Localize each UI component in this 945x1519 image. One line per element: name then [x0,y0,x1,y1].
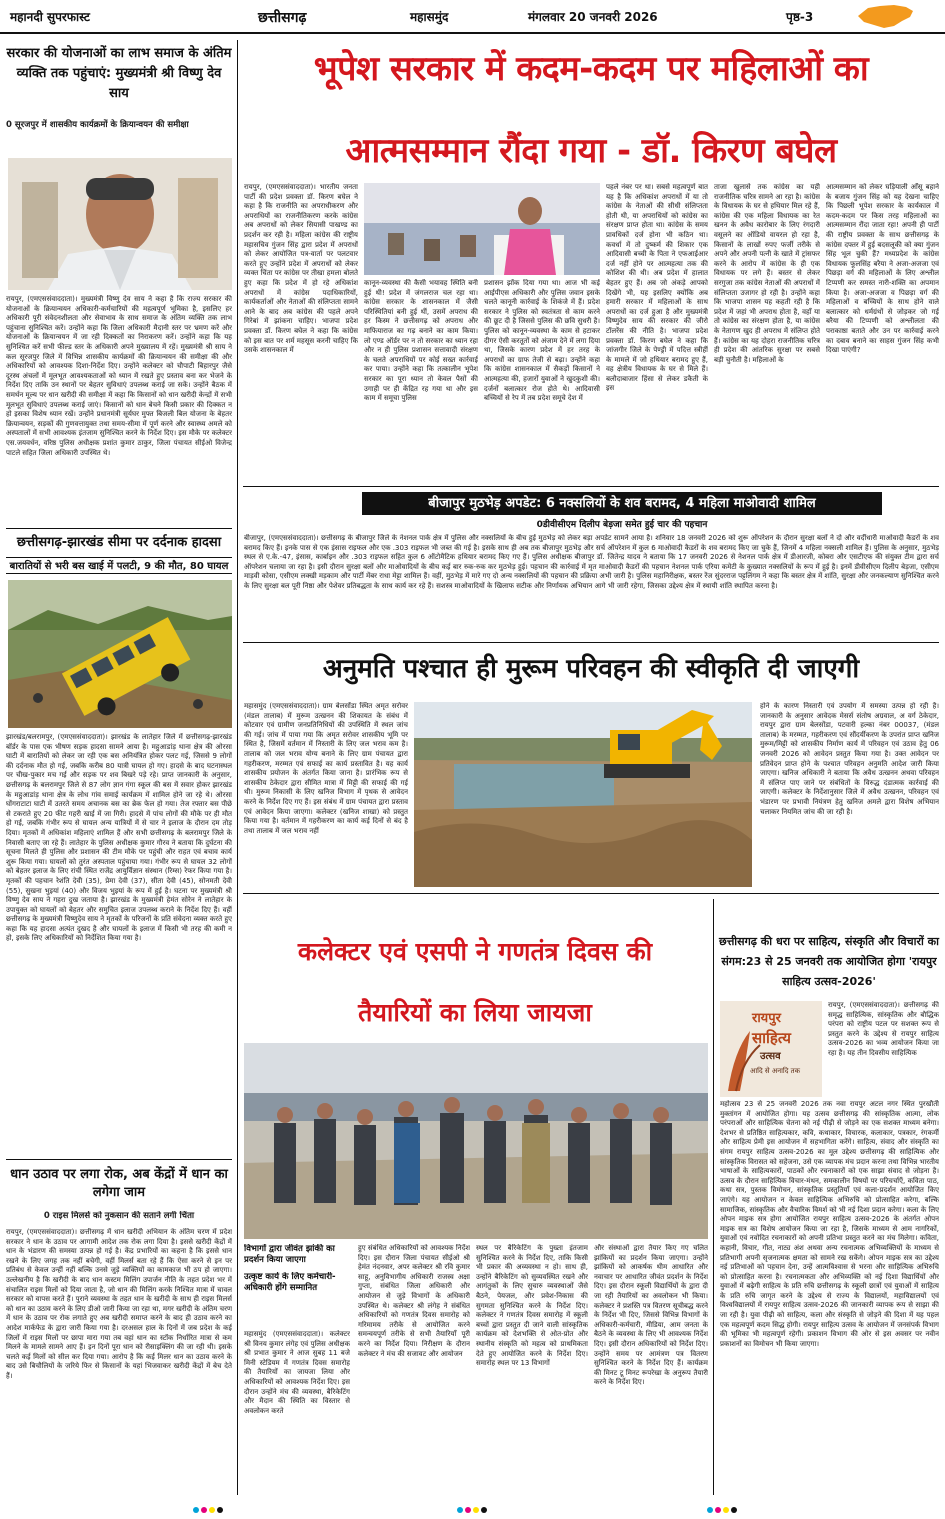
lead-column-5: ताजा खुलासे तक कांग्रेस का यही राजनीतिक चरित्र सामने आ रहा है। कांग्रेस के विधायक के घर से हथियार मिल रहे हैं, कांग्रेस की एक महिला विधायक का रेत खनन के अवैध कारोबार के लिए रंगदारी वसूलने का ऑडियो वायरल हो रहा है, किसानों के लाखों रुपए फर्जी तरीके से अपने और अपनी पत्नी के खाते में ट्रांसफर करने के आरोप में कांग्रेस के ही एक विधायक पर लगे हैं। बस्तर से लेकर सरगुजा तक कांग्रेस नेताओं की अपराधों में संलिप्तता उजागर हो रही है। उन्होंने कहा कि भाजपा शासन यह कहती रही है कि प्रदेश में जहां भी अपराध होता है, वहाँ या तो कांग्रेस का संरक्षण होता है, या कांग्रेस के नेतागण खुद ही अपराध में संलिप्त होते हैं। कांग्रेस का यह दोहरा राजनीतिक चरित्र ही प्रदेश की आंतरिक सुरक्षा पर सबसे बड़ी चुनौती है। महिलाओं के [714,183,820,364]
lead-column-4: पहले नंबर पर था। सबसे महत्वपूर्ण बात यह है कि अधिकांश अपराधों में या तो कांग्रेस के नेताओं की सीधी संलिप्तता होती थी, या अपराधियों को कांग्रेस का संरक्षण प्राप्त होता था। कांग्रेस के समय प्रावधिकों दर्ज होना भी कठिन था। कवर्धा में तो दुष्कर्म की शिकार एक आदिवासी बच्ची के पिता ने एफआईआर दर्ज नहीं होने पर आत्महत्या तक की कोशिश की थी। अब प्रदेश में हालात बेहतर हुए हैं। अब जो अंकड़े आपको दिखेंगे भी, यह इसलिए क्योंकि अब हमारी सरकार में महिलाओं के साथ अपराधों का दर्ज हुआ है और मुख्यमंत्री विष्णुदेव साय की सरकार की जीरो टॉलरेंस की नीति है। भाजपा प्रदेश प्रवक्ता डॉ. किरण बघेल ने कहा कि जांजगीर जिले के पेण्ड्री में पदित्त स्त्रीहीं के मामले में जो हथियार बरामद हुए हैं, वह क्षेत्रीय विधायक के घर से मिले हैं। बलौदाबाजार हिंसा से लेकर डकैती के इस [606,183,708,393]
lead-column-2: कानून-व्यवस्था की कैसी भयावह स्थिति बनी हुई थी! प्रदेश में जंगलराज चल रहा था। कांग्रेस सरकार के शासनकाल में जैसी परिस्थितियां बनी हुई थीं, उसमें अपराध की हर किस्म ने छत्तीसगढ़ को अपराध और माफियाराज का गढ़ बनाने का काम किया। लो एण्ड ऑर्डर पर न तो सरकार का ध्यान रहा और न ही पुलिस प्रशासन सत्तावादी संरक्षण के चलते अपराधियों पर कोई सख्त कार्रवाई कर पाया। उन्होंने कहा कि तत्कालीन भूपेश सरकार का पूरा ध्यान तो केवल पैसों की उगाही पर ही केंद्रित रह गया था और इस काम में समूचा पुलिस [364,279,478,403]
paper-name: महानदी सुपरफास्ट [10,10,90,24]
cm-story-headline: सरकार की योजनाओं का लाभ समाज के अंतिम व्यक्ति तक पहुंचाएं: मुख्यमंत्री श्री विष्णु देव साय [6,46,232,101]
paddy-story-body: रायपुर, (एमएससंवाददाता)। छत्तीसगढ़ में धान खरीदी अभियान के अंतिम चरण में प्रदेश सरकार ने धान के उठाव पर आगामी आदेश तक रोक लगा दिया है। इससे खरीदी केंद्रों में धान के भंडारण की समस्या उत्पन्न हो गई है। केंद्र प्रभारियों का कहना है कि इससे धान रखने के लिए जगह तक नहीं बचेगी, वहीं मिलर्स बता रहे हैं कि ऐसा करने से इन पर प्रतिबंध से केवल उन्हीं नहीं बल्कि उनसे जुड़े व्यक्तियों का कामकाज भी ठप हो जाएगा। उल्लेखनीय है कि खरीदी के बाद धान कस्टम मिलिंग उपार्जन नीति के तहत प्रदेश भर में संचालित राइस मिलों को दिया जाता है, जो धान की मिलिंग करके निश्चित मात्रा में चावल सरकार को वापस करते हैं। पुराने व्यवस्था के तहत धान के खरीदी के साथ ही राइस मिलर्स को धान का उठाव करने के लिए डीओ जारी किया जा रहा था, मगर खरीदी के अंतिम चरण में धान के उठाव पर रोक लगाते हुए अब खरीदी समाप्त करने के बाद ही उठाव करने का आदेश मार्कफेड के द्वारा जारी किया गया है। दरअसल हाल के दिनों में जब प्रदेश के कई जिलों में राइस मिलों पर छापा मारा गया तब वहां धान का स्टॉक निर्धारित मात्रा से कम मिलने के मामले सामने आए हैं। इन दिनों पूरा धान को रीसाइक्लिंग की जा रही थी। इसके चलते कई मिलों को सील कर दिया गया। आरोप है कि कई मिलर धान का उठाव करने के बाद उसे बिचौलियों के जरिये फिर से किसानों के यहां भिजवाकर खरीदी केंद्रों में बेच देते हैं। [6,1228,232,1380]
sahitya-body: महोत्सव 23 से 25 जनवरी 2026 तक नवा रायपुर अटल नगर स्थित पुरखौती मुक्तांगन में आयोजित होगा। यह उत्सव छत्तीसगढ़ की सांस्कृतिक आत्मा, लोक परंपराओं और साहित्यिक चेतना को नई पीढ़ी से जोड़ने का एक सशक्त माध्यम बनेगा। देशभर से प्रतिष्ठित साहित्यकार, कवि, कथाकार, विचारक, कलाकार, पत्रकार, रंगकर्मी और साहित्य प्रेमी इस आयोजन में सहभागिता करेंगे। साहित्य, संवाद और संस्कृति का संगम रायपुर साहित्य उत्सव-2026 का मूल उद्देश्य छत्तीसगढ़ की साहित्यिक और सांस्कृतिक विरासत को सहेजना, उसे एक व्यापक मंच प्रदान करना तथा विभिन्न भारतीय भाषाओं के साहित्यकारों, पाठकों और रचनाकारों को एक साझा संवाद से जोड़ना है। उत्सव के दौरान साहित्यिक विचार-मंथन, समकालीन विषयों पर परिचर्चाएँ, कविता पाठ, कथा सत्र, पुस्तक विमोचन, सांस्कृतिक प्रस्तुतियाँ एवं कला-प्रदर्शन आयोजित किए जाएंगे। यह आयोजन न केवल साहित्यिक अभिरुचि को प्रोत्साहित करेगा, बल्कि सामाजिक, सांस्कृतिक और वैचारिक विमर्श को भी नई दिशा प्रदान करेगा। कला के लिए ओपन माइक सत्र होगा आयोजित रायपुर साहित्य उत्सव-2026 के अंतर्गत ओपन माइक सत्र का विशेष आयोजन किया जा रहा है, जिसके माध्यम से आम नागरिकों, युवाओं एवं नवोदित रचनाकारों को अपनी प्रतिभा प्रस्तुत करने का मंच मिलेगा। कविता, कहानी, विचार, गीत, नाट्य अंश अथवा अन्य रचनात्मक अभिव्यक्तियों के माध्यम से प्रतिभागी अपनी सृजनात्मक क्षमता को सामने रख सकेंगे। ओपन माइक सत्र का उद्देश्य नई प्रतिभाओं को पहचान देना, उन्हें आत्मविश्वास से भरना और साहित्यिक अभिरुचि को प्रोत्साहित करना है। रचनात्मकता और अभिव्यक्ति को नई दिशा विद्यार्थियों और युवाओं में बढ़ेगी साहित्य के प्रति रुचि छत्तीसगढ़ के स्कूली छात्रों एवं युवाओं में साहित्य के प्रति रुचि जागृत करने के उद्देश्य से राज्य के विद्यालयों, महाविद्यालयों एवं विश्वविद्यालयों में रायपुर साहित्य उत्सव-2026 की जानकारी व्यापक रूप से साझा की जा रही है। युवा पीढ़ी को साहित्य, कला और संस्कृति से जोड़ने की दिशा में यह पहल एक महत्वपूर्ण कदम सिद्ध होगी। रायपुर साहित्य उत्सव के आयोजन में जनसंपर्क विभाग की भूमिका भी महत्वपूर्ण रहेगी। प्रकाशन विभाग की ओर से इस अवसर पर नवीन प्रकाशनों का विमोचन भी किया जाएगा। [720,1100,939,1348]
republic-column-2: हुए संबंधित अधिकारियों को आवश्यक निर्देश दिए। इस दौरान जिला पंचायत सीईओ श्री हेमंत नंदनवार, अपर कलेक्टर श्री रवि कुमार साहू, अनुविभागीय अधिकारी राजस्व अक्षा गुप्ता, संबंधित जिला अधिकारी और आयोजन से जुड़े विभागों के अधिकारी उपस्थित थे। कलेक्टर श्री लंगेह ने संबंधित अधिकारियों को गणतंत्र दिवस समारोह को गरिमामय तरीके से आयोजित करने समन्वयपूर्ण तरीके से सभी तैयारियाँ पूरी करने का निर्देश दिया। निरीक्षण के दौरान कलेक्टर ने मंच की सजावट और आयोजन [358,1244,470,1358]
murum-column-2: होने के कारण निस्तारी एवं उपयोग में समस्या उत्पन्न हो रही है। जानकारी के अनुसार आवेदक मेसर्स संतोष अग्रवाल, अ वर्ग ठेकेदार, रायपुर द्वारा ग्राम बेलसोंडा, पटवारी हल्का नंबर 00037, (मंडल तालाब) के मरम्मत, गहरीकरण एवं सौंदर्यीकरण के उपरांत प्राप्त खनिज मुरूम/मिट्टी को शासकीय निर्माण कार्य में परिवहन एवं उठाव हेतु 06 जनवरी 2026 को आवेदन प्रस्तुत किया गया है। उक्त आवेदन पर प्रतिवेदन प्राप्त होने के पश्चात परिवहन अनुमति आदेश जारी किया जाएगा। खनिज अधिकारी ने बताया कि अवैध उत्खनन अथवा परिवहन में संलिप्त पाए जाने पर संबंधितों के विरुद्ध दंडात्मक कार्रवाई की जाएगी। कलेक्टर के निर्देशानुसार जिले में अवैध उत्खनन, परिवहन एवं भंडारण पर प्रभावी नियंत्रण हेतु खनिज अमले द्वारा विशेष अभियान चलाकर नियमित जांच की जा रही है। [760,702,939,816]
bijapur-headline: बीजापुर मुठभेड़ अपडेट: 6 नक्सलियों के शव बरामद, 4 महिला माओवादी शामिल [362,492,882,515]
excavator-photo [414,702,752,887]
section-divider [243,642,939,643]
sahitya-column-side: रायपुर, (एमएससंवाददाता)। छत्तीसगढ़ की समृद्ध साहित्यिक, सांस्कृतिक और बौद्धिक परंपरा को राष्ट्रीय पटल पर सशक्त रूप से प्रस्तुत करने के उद्देश्य से रायपुर साहित्य उत्सव-2026 का भव्य आयोजन किया जा रहा है। यह तीन दिवसीय साहित्यिक [828,1001,939,1057]
sahitya-utsav-logo [720,1001,822,1097]
republic-headline-line2: तैयारियों का लिया जायजा [358,998,592,1027]
logo-text-utsav: उत्सव [760,1051,781,1062]
chhattisgarh-map-icon [850,2,920,32]
accident-story-body: झारखंड/बलरामपुर, (एमएससंवाददाता)। झारखंड के लातेहार जिले में छत्तीसगढ़-झारखंड बॉर्डर के पास एक भीषण सड़क हादसा सामने आया है। महुआडांड़ थाना क्षेत्र की ओरसा घाटी में बारातियों को लेकर जा रही एक बस अनियंत्रित होकर पलट गई, जिससे 9 लोगों की दर्दनाक मौत हो गई, जबकि करीब 80 यात्री घायल हो गए। हादसे के बाद घटनास्थल पर चीख-पुकार मच गई और सड़क पर शव बिखरे पड़े रहे। प्राप्त जानकारी के अनुसार, छत्तीसगढ़ के बलरामपुर जिले से 87 लोग ज्ञान गंगा स्कूल की बस में सवार होकर झारखंड के महुआडांड़ थाना क्षेत्र के लोध गांव समाई कार्यक्रम में शामिल होने जा रहे थे। ओरसा घोंगराटाटा घाटी में उतरते समय अचानक बस का ब्रेक फेल हो गया। तेज रफ्तार बस पीछे से टकराते हुए 20 फीट गहरी खाई में जा गिरी। हादसे में पांच लोगों की मौके पर ही मौत हो गई, जबकि गंभीर रूप से घायल अन्य यात्रियों में से चार ने इलाज के दौरान दम तोड़ दिया। मृतकों में अधिकांश महिलाएं शामिल हैं और सभी छत्तीसगढ़ के बलरामपुर जिले के निवासी बताए जा रहे हैं। लातेहार के पुलिस अधीक्षक कुमार गौरव ने बताया कि दुर्घटना की सूचना मिलते ही पुलिस और प्रशासन की टीम मौके पर पहुंची और राहत एवं बचाव कार्य शुरू किया गया। घायलों को तुरंत अस्पताल पहुंचाया गया। गंभीर रूप से घायल 32 लोगों को बेहतर इलाज के लिए रांची स्थित राजेंद्र आयुर्विज्ञान संस्थान (रिम्स) रेफर किया गया है। मृतकों की पहचान रेशंति देवी (35), प्रेमा देवी (37), सीता देवी (45), सोनमती देवी (55), सुखना भुइयां (40) और विजय भुइयां के रूप में हुई है। घटना पर मुख्यमंत्री श्री विष्णु देव साय ने गहरा दुख जताया है। झारखंड के मुख्यमंत्री हेमंत सोरेन ने लातेहार के उपायुक्त को घायलों को बेहतर और समुचित इलाज उपलब्ध कराने के निर्देश दिए हैं। वहीं छत्तीसगढ़ के मुख्यमंत्री विष्णुदेव साय ने मृतकों के परिजनों के प्रति संवेदना व्यक्त करते हुए कहा कि यह हादसा अत्यंत दुखद है और घायलों के इलाज में किसी भी तरह की कमी न हो, इसके लिए अधिकारियों को निर्देशित किया गया है। [6,733,232,943]
republic-headline-line1: कलेक्टर एवं एसपी ने गणतंत्र दिवस की [297,937,653,966]
republic-column-4: और संस्थाओं द्वारा तैयार किए गए चलित झांकियों का प्रदर्शन किया जाएगा। उन्होंने झांकियों को आकर्षक थीम आधारित और नवाचार पर आधारित जीवंत प्रदर्शन के निर्देश दिए। इस दौरान स्कूली विद्यार्थियों के द्वारा दी जा रही तैयारियों का अवलोकन भी किया। कलेक्टर ने प्रशस्ति पत्र वितरण सूचीबद्ध करने के निर्देश भी दिए, जिससे विभिन्न विभागों के अधिकारी-कर्मचारी, मीडिया, आम जनता के बैठने के व्यवस्था के लिए भी आवश्यक निर्देश दिए। इसी दौरान अधिकारियों को निर्देश दिए। उन्होंने समय पर आमंत्रण पत्र वितरण सुनिश्चित करने के निर्देश दिए हैं। कार्यक्रम की मिनट टू मिनट रूपरेखा के अनुरूप तैयारी करने के निर्देश दिए। [594,1244,708,1387]
accident-subhead: बारातियों से भरी बस खाई में पलटी, 9 की मौत, 80 घायल [6,557,232,574]
logo-tagline: आदि से अनादि तक [750,1067,801,1075]
republic-subhead-honour: उत्कृष्ट कार्य के लिए कर्मचारी-अधिकारी होंगे सम्मानित [244,1272,336,1293]
column-divider [237,40,238,1495]
cm-photo [8,158,232,290]
print-registration-marks [0,1500,945,1519]
section-divider [243,893,939,894]
cm-story-subhead: 0 सूरजपुर में शासकीय कार्यक्रमों के क्रियान्वयन की समीक्षा [6,120,189,130]
kiran-baghel-photo [364,183,600,275]
issue-date: मंगलवार 20 जनवरी 2026 [528,10,658,24]
bijapur-subhead: 0डीवीसीएम दिलीप बेड़जा समेत हुई चार की पहचान [536,520,708,530]
republic-column-1: महासमुंद (एमएससंवाददाता)। कलेक्टर श्री विनय कुमार लंगेह एवं पुलिस अधीक्षक श्री प्रभात कुमार ने आज सुबह 11 बजे मिनी स्टेडियम में गणतंत्र दिवस समारोह की तैयारियों का जायजा लिया और अधिकारियों को आवश्यक निर्देश दिए। इस दौरान उन्होंने मंच की व्यवस्था, बैरिकेटिंग और मैदान की स्थिति का विस्तार से अवलोकन करते [244,1330,350,1415]
bijapur-body: बीजापुर, (एमएससंवाददाता)। छत्तीसगढ़ के बीजापुर जिले के नेशनल पार्क क्षेत्र में पुलिस और नक्सलियों के बीच हुई मुठभेड़ को लेकर बड़ा अपडेट सामने आया है। शनिवार 18 जनवरी 2026 को शुरू ऑपरेशन के दौरान सुरक्षा बलों ने दो और वर्दीधारी माओवादी कैडरों के शव बरामद किए हैं। इनके पास से एक इंसास राइफल और एक .303 राइफल भी जब्त की गई है। इसके साथ ही अब तक बीजापुर मुठभेड़ और सर्च ऑपरेशन में कुल 6 माओवादी कैडरों के शव बरामद किए जा चुके हैं, जिनमें 4 महिला नक्सली शामिल हैं। पुलिस के अनुसार, मुठभेड़ स्थल से ए.के.-47, इंसास, कार्बाइन और .303 राइफल सहित कुल 6 ऑटोमैटिक हथियार बरामद किए गए हैं। पुलिस अधीक्षक बीजापुर डॉ. जितेन्द्र यादव ने बताया कि 17 जनवरी 2026 से नेशनल पार्क क्षेत्र में डीआरजी, कोबरा और एसटीएफ की संयुक्त टीम द्वारा सर्च ऑपरेशन चलाया जा रहा है। इसी दौरान सुरक्षा बलों और माओवादियों के बीच कई बार रुक-रुक कर मुठभेड़ हुई। पहचान की कार्रवाई में मृत माओवादी कैडरों की पहचान नेशनल पार्क एरिया कमेटी के कुख्यात नक्सलियों के रूप में हुई है। इनमें डीवीसीएम दिलीप बेड़जा, एसीएम माड़वी कोसा, एसीएम लक्खी मड़काम और पार्टी मेंबर राधा मेट्टा शामिल हैं। वहीं, मुठभेड़ में मारे गए दो अन्य नक्सलियों की पहचान की प्रक्रिया अभी जारी है। पुलिस महानिरीक्षक, बस्तर रेंज सुंदरराज पट्टलिंगम ने कहा कि बस्तर क्षेत्र में शांति, सुरक्षा और जनकल्याण सुनिश्चित करने के लिए सुरक्षा बल पूरी निष्ठा और पेशेवर प्रतिबद्धता के साथ कार्य कर रहे हैं। सशस्त्र माओवादियों के खिलाफ सटीक और निर्णायक अभियान आगे भी जारी रहेगा, जिसका उद्देश्य क्षेत्र में स्थायी शांति स्थापित करना है। [244,534,939,590]
paddy-headline: धान उठाव पर लगा रोक, अब केंद्रों में धान का लगेगा जाम [10,1167,228,1200]
accident-headline: छत्तीसगढ़-झारखंड सीमा पर दर्दनाक हादसा [16,535,222,550]
lead-column-1: रायपुर, (एमएससंवाददाता)। भारतीय जनता पार्टी की प्रदेश प्रवक्ता डॉ. किरण बघेल ने कहा है कि राजनीति का अपराधीकरण और अपराधियों का राजनीतिकरण करके कांग्रेस अब अपराधों को लेकर सियासी पाखण्ड का प्रदर्शन कर रही है। महिला कांग्रेस की राष्ट्रीय महासचिव गुंजन सिंह द्वारा प्रदेश में अपराधों को लेकर आयोजित पत्र-वार्ता पर पलटवार करते हुए उन्होंने प्रदेश में अपराधों को लेकर व्यक्त चिंता पर कांग्रेस पर तीखा हमला बोलते हुए कहा कि प्रदेश में हो रहे अधिकांश अपराधों में कांग्रेस पदाधिकारियों, कार्यकर्ताओं और नेताओं की संलिप्तता सामने आने के बाद अब कांग्रेस की पहले अपने गिरेबां में झांकना चाहिए। भाजपा प्रदेश प्रवक्ता डॉ. किरण बघेल ने कहा कि कांग्रेस को इस बात पर शर्म महसूस करनी चाहिए कि उसके शासनकाल में [244,183,358,355]
bus-accident-photo [8,580,232,728]
murum-headline: अनुमति पश्चात ही मुरूम परिवहन की स्वीकृति दी जाएगी [322,654,860,684]
sahitya-headline: छत्तीसगढ़ की धरा पर साहित्य, संस्कृति और विचारों का संगम:23 से 25 जनवरी तक आयोजित होगा 'रायपुर साहित्य उत्सव-2026' [719,935,939,988]
logo-text-raipur: रायपुर [752,1011,781,1026]
story-divider [6,528,232,529]
city-name: महासमुंद [410,10,449,24]
paddy-subhead: 0 राइस मिलर्स को नुकसान की सताने लगी चिंता [43,1211,195,1221]
murum-column-1: महासमुंद (एमएससंवाददाता)। ग्राम बेलसोंडा स्थित अमृत सरोवर (मंडल तालाब) में मुरूम उत्खनन की शिकायत के संबंध में कोटवार एवं ग्रामीण जनप्रतिनिधियों की उपस्थिति में स्थल जांच की गई। जांच में पाया गया कि अमृत सरोवर शासकीय भूमि पर स्थित है, जिसमें वर्तमान में निस्तारी के लिए जल भराव कम है। तालाब को जल भराव योग्य बनाने के लिए ग्राम पंचायत द्वारा गहरीकरण, मरम्मत एवं सफाई का कार्य प्रस्तावित है। यह कार्य शासकीय प्रयोजन के अंतर्गत किया जाना है। प्रारंभिक रूप से शासकीय ठेकेदार द्वारा सीमित मात्रा में मिट्टी की सफाई की गई थी। मुरूम निकासी के लिए खनिज विभाग में पृथक से आवेदन करने के निर्देश दिए गए हैं। इस संबंध में ग्राम पंचायत द्वारा प्रस्ताव एवं आवेदन किया जाएगा। कलेक्टर (खनिज शाखा) को प्रस्तुत किया गया है। वर्तमान में गहरीकरण का कार्य कई दिनों से बंद है तथा तालाब में जल भराव नहीं [244,702,408,835]
column-divider [713,899,714,1495]
lead-column-6: आत्मसम्मान को लेकर घड़ियाली आँसू बहाने के बजाय गुंजन सिंह को यह देखना चाहिए कि पिछली भूपेश सरकार के कार्यकाल में कदम-कदम पर किस तरह महिलाओं का आत्मसम्मान रौंदा जाता रहा! अपनी ही पार्टी की राष्ट्रीय प्रवक्ता के साथ छत्तीसगढ़ के कांग्रेस दफ्तर में हुई बदसलूकी को क्या गुंजन सिंह भूल चुकी हैं? मध्यप्रदेश के कांग्रेस विधायक फूलसिंह बरैया ने अजा-अजजा एवं पिछड़ा वर्ग की महिलाओं के लिए अश्लील टिप्पणी कर समस्त नारी-शक्ति का अपमान किया है। अजा-अजजा व पिछड़ा वर्ग की महिलाओं व बच्चियों के साथ होने वाले बलात्कार को धर्मग्रंथों से जोड़कर जो गई बरैया की टिप्पणी को अश्लीलता की पराकाष्ठा बताते और उन पर कार्रवाई करने का दबाव बनाने का साहस गुंजन सिंह कभी दिखा पाएंगी? [826,183,939,355]
collector-inspection-photo [244,1043,708,1239]
logo-text-sahitya: साहित्य [752,1029,791,1047]
story-divider [6,1159,232,1160]
republic-column-3: स्थल पर बैरिकेटिंग के पुख्ता इंतजाम सुनिश्चित करने के निर्देश दिए, ताकि किसी भी प्रकार की अव्यवस्था न हो। साथ ही, उन्होंने बैरिकेटिंग को सुव्यवस्थित रखने और आगंतुकों के लिए सुचारु व्यवस्थाओं जैसे बैठने, पेयजल, और प्रवेश-निकास की सुगमता सुनिश्चित करने के निर्देश दिए। कलेक्टर ने गणतंत्र दिवस समारोह में स्कूली बच्चों द्वारा प्रस्तुत दी जाने वाली सांस्कृतिक कार्यक्रम को देशभक्ति से ओत-प्रोत और स्थानीय संस्कृति को महत्व को प्राथमिकता देते हुए आयोजित करने के निर्देश दिए। समारोह स्थल पर 13 विभागों [476,1244,588,1368]
cm-story-body: रायपुर, (एमएससंवाददाता)। मुख्यमंत्री विष्णु देव साय ने कहा है कि राज्य सरकार की योजनाओं के क्रियान्वयन अधिकारी-कर्मचारियों की महत्वपूर्ण भूमिका है, इसलिए हर अधिकारी पूरी संवेदनशीलता और सेवाभाव के साथ समाज के अंतिम व्यक्ति तक लाभ पहुंचाना सुनिश्चित करें। उन्होंने कहा कि जिला अधिकारी मैदानी स्तर पर भ्रमण करें और योजनाओं के क्रियान्वयन में जा रही दिक्कतों का निराकरण करें। उन्होंने कहा कि यह सुनिश्चित करें सभी फील्ड स्तर के अधिकारी अपने मुख्यालय में रहें। मुख्यमंत्री श्री साय ने कल सूरजपुर जिले में विभिन्न शासकीय कार्यक्रमों की क्रियान्वयन की समीक्षा की और अधिकारियों को आवश्यक दिशा-निर्देश दिए। उन्होंने कलेक्टर को चौपाटी बिहारपुर जैसे दूरस्थ अंचलों में मूलभूत आवश्यकताओं को ध्यान में रखते हुए प्रस्ताव बना कर भेजने के निर्देश दिए ताकि उन स्थानों पर बेहतर सुविधाएं उपलब्ध कराई जा सकें। उन्होंने बैठक में समर्थन मूल्य पर धान खरीदी की समीक्षा में कहा कि किसानों को धान खरीदी केन्द्रों में सभी मूलभूत सुविधाएं उपलब्ध कराई जाएं। किसानों को धान बेचने किसी प्रकार की दिक्कत न हो इसका विशेष ध्यान रखें। उन्होंने प्रधानमंत्री सूर्यघर मुफ्त बिजली बिल योजना के बेहतर क्रियान्वयन, सड़कों की गुणवत्तायुक्त तथा समय-सीमा में पूर्ण करने और स्वास्थ्य अमले को अस्पतालों में सभी आवश्यक इंतजाम सुनिश्चित करने के निर्देश दिए। इस मौके पर कलेक्टर एस.जयवर्धन, वरिष्ठ पुलिस अधीक्षक प्रशांत कुमार ठाकुर, जिला पंचायत सीईओ विजेन्द्र पाटले सहित जिला अधिकारी उपस्थित थे। [6,295,232,457]
lead-headline-line1: भूपेश सरकार में कदम-कदम पर महिलाओं का [313,49,869,89]
lead-headline-line2: आत्मसम्मान रौंदा गया - डॉ. किरण बघेल [345,131,837,171]
page-number: पृष्ठ-3 [786,10,814,24]
masthead [0,0,945,34]
lead-column-3: प्रशासन झोंक दिया गया था। आज भी कई आईपीएस अधिकारी और पुलिस जवान इसके चलते कानूनी कार्रवाई के शिकंजे में हैं। प्रदेश सरकार ने पुलिस को स्वतंत्रता से काम करने की छूट दी है जिससे पुलिस की छवि सुधरी है। पुलिस को कानून-व्यवस्था के काम से हटाकर दीगर ऐसी करतूतों को अंजाम देने में लगा दिया था, जिसके कारण प्रदेश में हर तरह के अपराधों का ग्राफ तेजी से बढ़ा। उन्होंने कहा कि कांग्रेस शासनकाल में सैकड़ों किसानों ने आत्महत्या की, हजारों युवाओं ने खुदकुशी की। दर्जनों बलात्कार रोज होते थे। आदिवासी बच्चियों से रेप में तब प्रदेश समूचे देश में [484,279,600,403]
section-divider [243,486,939,487]
state-name: छत्तीसगढ़ [258,10,307,26]
republic-subhead-tableau: विभागों द्वारा जीवंत झांकी का प्रदर्शन किया जाएगा [244,1244,335,1265]
